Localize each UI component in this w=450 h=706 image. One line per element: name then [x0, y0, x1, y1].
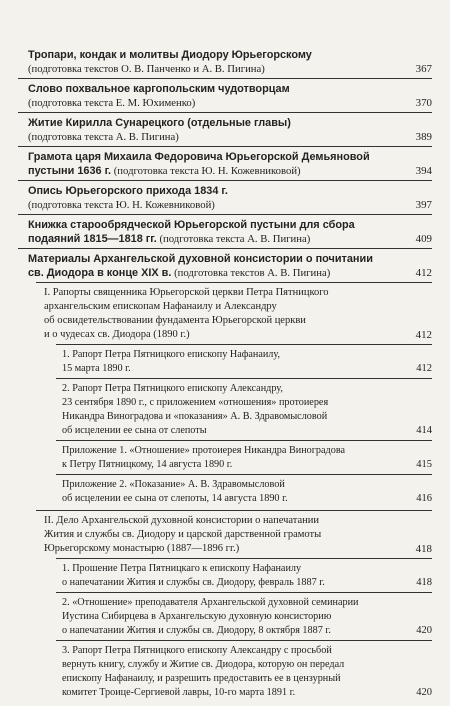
item-line: 1. Прошение Петра Пятницкаго к епископу Нафанаилу [62, 563, 302, 574]
item-line: 15 марта 1890 г. [62, 363, 131, 374]
divider [18, 214, 432, 215]
subsection-line: I. Рапорты священника Юрьегорской церкви Петра Пятницкого [44, 287, 329, 298]
entry-title-line-2 [28, 266, 330, 280]
entry-title: Слово похвальное каргопольским чудотворцам [28, 83, 290, 95]
item-line: к Петру Пятницкому, 14 августа 1890 г. [62, 459, 233, 470]
page-number: 409 [415, 233, 432, 245]
divider [56, 592, 432, 593]
page-number: 418 [416, 577, 432, 588]
item-line: Приложение 1. «Отношение» протоиерея Никандра Виноградова [62, 445, 346, 456]
entry-title: Опись Юрьегорского прихода 1834 г. [28, 185, 228, 197]
entry-note: (подготовка текста А. В. Пигина) [28, 131, 179, 143]
item-line: об исцелении ее сына от слепоты, 14 августа 1890 г. [62, 493, 288, 504]
item-line: Иустина Сибирцева в Архангельскую духовную консисторию [62, 611, 332, 622]
entry-title-line-1: Грамота царя Михаила Федоровича Юрьегорской Демьяновой [28, 151, 370, 163]
divider [56, 378, 432, 379]
subsection-line: II. Дело Архангельской духовной консистории о напечатании [44, 515, 320, 526]
divider [56, 344, 432, 345]
page-number: 412 [415, 267, 432, 279]
divider [18, 112, 432, 113]
page-number: 415 [416, 459, 432, 470]
divider [36, 282, 432, 283]
subsection-line: об освидетельствовании фундамента Юрьегорской церкви [44, 315, 306, 326]
entry-title-tail: пустыни 1636 г. [28, 165, 112, 177]
divider [56, 440, 432, 441]
item-line: 23 сентября 1890 г., с приложением «отношения» протоиерея [62, 397, 329, 408]
entry-title-tail: подаяний 1815—1818 гг. [28, 233, 157, 245]
page-number: 412 [415, 329, 432, 341]
divider [56, 474, 432, 475]
page-number: 394 [415, 165, 432, 177]
entry-note: (подготовка текста Ю. Н. Кожевниковой) [28, 199, 215, 211]
item-line: Приложение 2. «Показание» А. В. Здравомысловой [62, 479, 285, 490]
subsection-line: Юрьегорскому монастырю (1887—1896 гг.) [44, 543, 240, 554]
item-line: о напечатании Жития и службы св. Диодору, февраль 1887 г. [62, 577, 325, 588]
entry-title-line-2 [28, 232, 310, 246]
page-number: 420 [416, 687, 432, 698]
page-number: 412 [416, 363, 432, 374]
entry-title-line-2 [28, 164, 301, 178]
item-line: 3. Рапорт Петра Пятницкого епископу Александру с просьбой [62, 645, 332, 656]
item-line: епископу Нафанаилу, и разрешить предоставить ее в цензурный [62, 673, 341, 684]
entry-note: (подготовка текстов О. В. Панченко и А. В. Пигина) [28, 63, 265, 75]
item-line: 2. «Отношение» преподавателя Архангельской духовной семинарии [62, 597, 359, 608]
page-number: 420 [416, 625, 432, 636]
item-line: вернуть книгу, службу и Житие св. Диодора, которую он передал [62, 659, 345, 670]
item-line: об исцелении ее сына от слепоты [62, 425, 207, 436]
divider [18, 146, 432, 147]
subsection-line: и о чудесах св. Диодора (1890 г.) [44, 329, 190, 340]
divider [18, 248, 432, 249]
item-line: комитет Троице-Сергиевой лавры, 10-го марта 1891 г. [62, 687, 296, 698]
divider [56, 558, 432, 559]
subsection-line: архангельским епископам Нафанаилу и Александру [44, 301, 277, 312]
page-number: 416 [416, 493, 432, 504]
entry-title-tail: св. Диодора в конце XIX в. [28, 267, 172, 279]
entry-title-line-1: Книжка старообрядческой Юрьегорской пустыни для сбора [28, 219, 355, 231]
entry-note: (подготовка текста Ю. Н. Кожевниковой) [113, 165, 301, 177]
page-number: 418 [415, 543, 432, 555]
entry-title: Житие Кирилла Сунарецкого (отдельные главы) [28, 117, 291, 129]
page-number: 370 [415, 97, 432, 109]
divider [36, 510, 432, 511]
page-number: 414 [416, 425, 432, 436]
item-line: о напечатании Жития и службы св. Диодору, 8 октября 1887 г. [62, 625, 331, 636]
divider [56, 640, 432, 641]
page-number: 397 [415, 199, 432, 211]
item-line: 1. Рапорт Петра Пятницкого епископу Нафанаилу, [62, 349, 280, 360]
item-line: 2. Рапорт Петра Пятницкого епископу Александру, [62, 383, 283, 394]
divider [18, 180, 432, 181]
entry-note: (подготовка текстов А. В. Пигина) [174, 267, 331, 279]
page-number: 389 [415, 131, 432, 143]
item-line: Никандра Виноградова и «показания» А. В. Здравомысловой [62, 411, 328, 422]
entry-note: (подготовка текста Е. М. Юхименко) [28, 97, 196, 109]
entry-note: (подготовка текста А. В. Пигина) [159, 233, 311, 245]
subsection-line: Жития и службы св. Диодору и царской дарственной грамоты [44, 529, 322, 540]
entry-title-line-1: Материалы Архангельской духовной консистории о почитании [28, 253, 373, 265]
divider [18, 78, 432, 79]
entry-title: Тропари, кондак и молитвы Диодору Юрьегорскому [28, 49, 312, 61]
page-number: 367 [415, 63, 432, 75]
